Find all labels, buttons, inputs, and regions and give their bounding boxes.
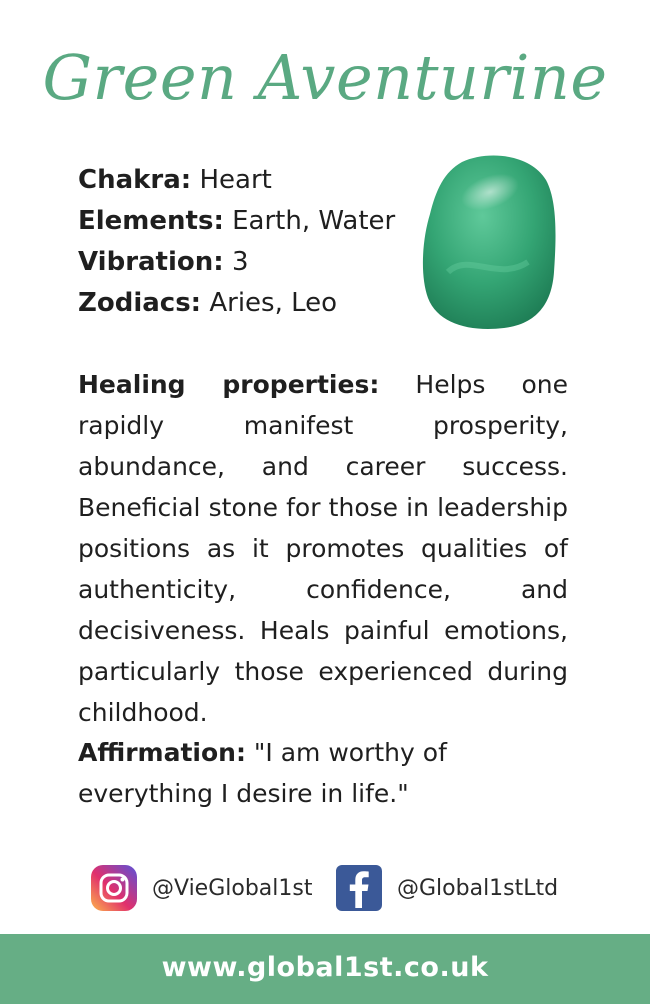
footer-website-link[interactable]: www.global1st.co.uk [0, 934, 650, 1004]
healing-properties [78, 364, 568, 733]
fact-label: Elements: [78, 206, 224, 236]
stone-image [418, 152, 560, 332]
fact-value: Earth, Water [232, 206, 396, 236]
healing-text: Helps one rapidly manifest prosperity, abundance, and career success. Beneficial stone for those in leadership positions as it promotes qualities of authenticity, confidence, and decisiveness. Heals painful emotions, particularly those experienced during childhood. [78, 370, 568, 727]
fact-value: Heart [199, 165, 272, 195]
fact-elements [78, 201, 395, 242]
fact-zodiacs [78, 283, 395, 324]
affirmation [78, 732, 458, 814]
affirmation-text: "I am worthy of everything I desire in life." [78, 738, 447, 808]
fact-label: Vibration: [78, 247, 224, 277]
facebook-icon [335, 864, 383, 912]
fact-vibration [78, 242, 395, 283]
healing-label: Healing properties: [78, 370, 380, 399]
facebook-handle: @Global1stLtd [397, 875, 559, 901]
instagram-icon [90, 864, 138, 912]
affirmation-label: Affirmation: [78, 738, 246, 767]
instagram-link[interactable] [90, 862, 312, 914]
stone-facts [78, 160, 395, 324]
instagram-handle: @VieGlobal1st [152, 875, 313, 901]
facebook-link[interactable] [335, 862, 558, 914]
fact-value: Aries, Leo [209, 288, 338, 318]
fact-label: Zodiacs: [78, 288, 202, 318]
fact-chakra [78, 160, 395, 201]
card-title: Green Aventurine [42, 41, 608, 114]
fact-label: Chakra: [78, 165, 192, 195]
fact-value: 3 [231, 247, 249, 277]
